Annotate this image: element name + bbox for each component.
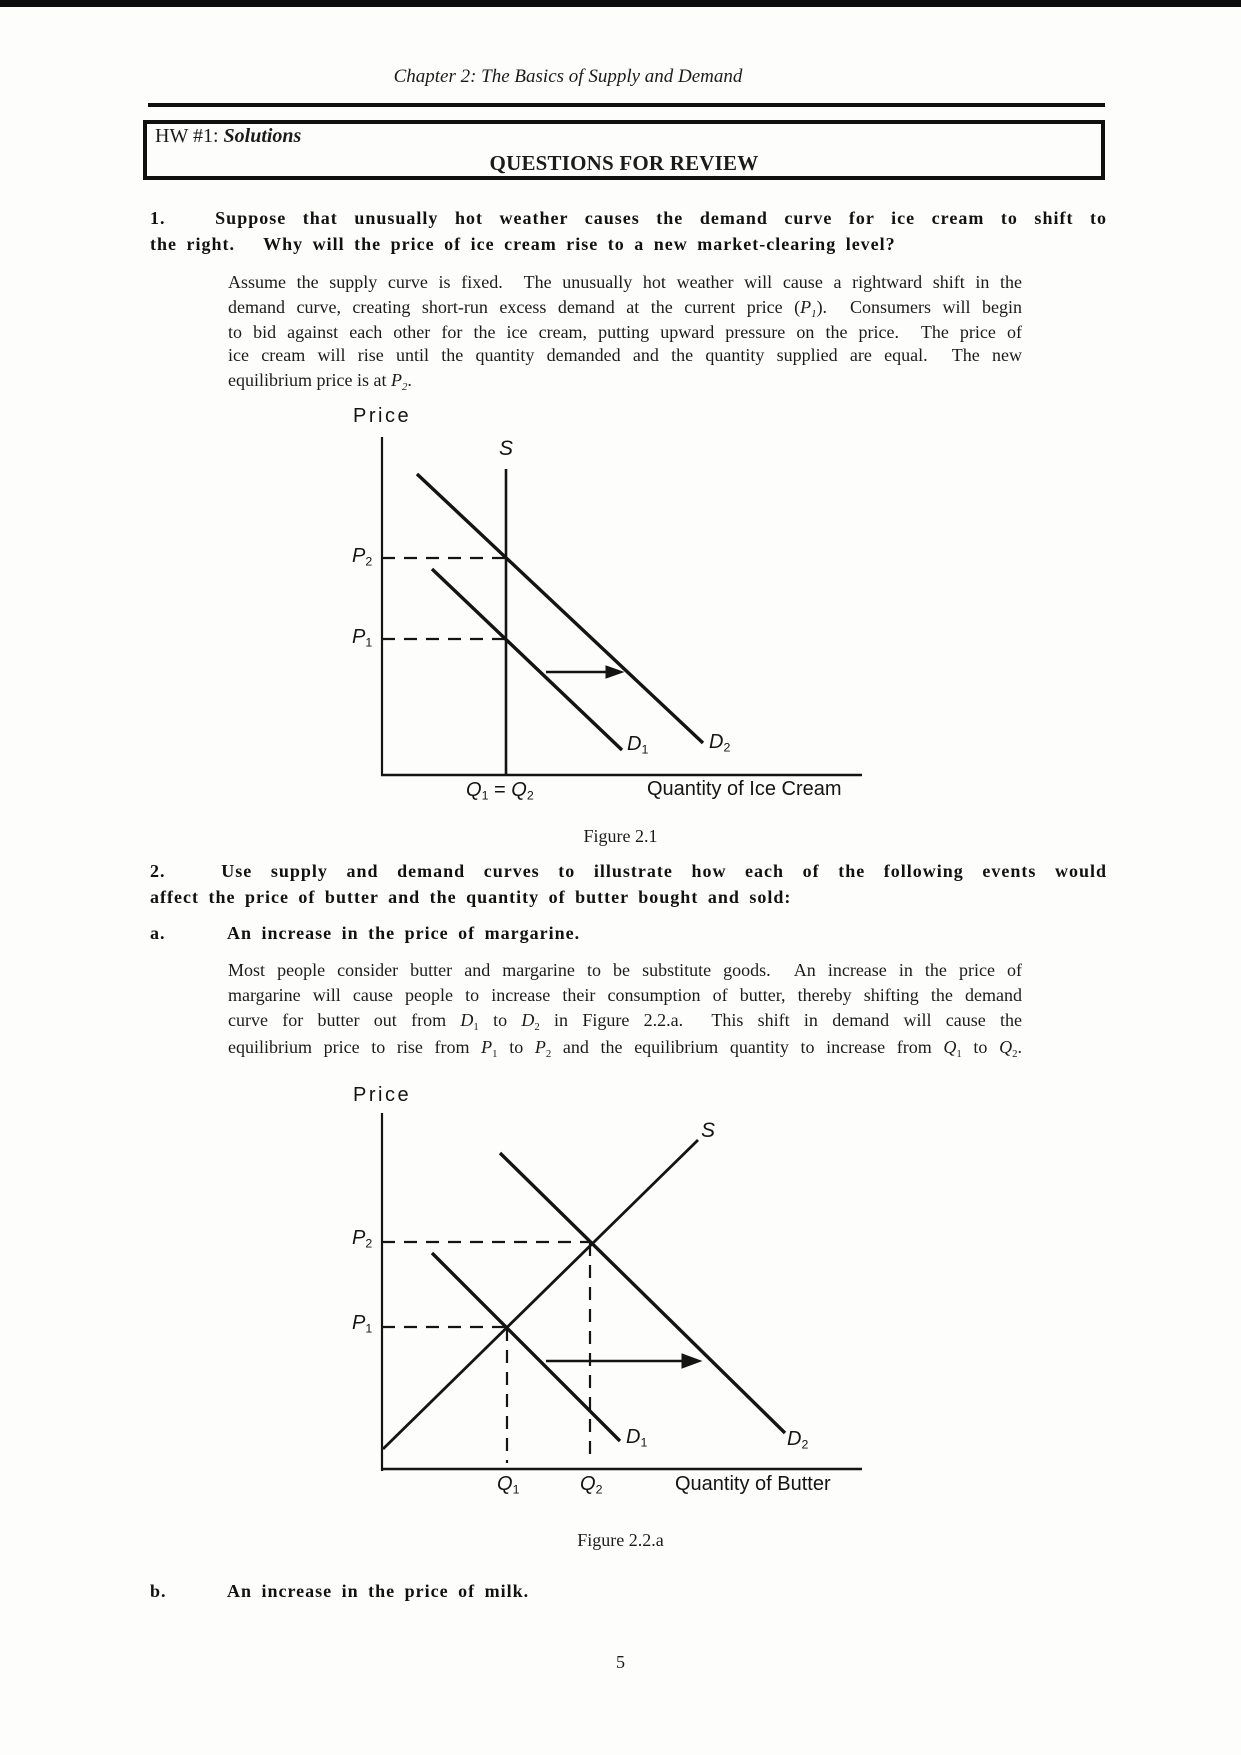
header-rule xyxy=(148,103,1105,107)
answer-2a-line: margarine will cause people to increase their consumption of butter, thereby shifting the demand xyxy=(228,985,1022,1005)
scan-edge-artifact xyxy=(0,0,1241,7)
question-2-line-1: 2. Use supply and demand curves to illustrate how each of the following events would xyxy=(150,861,1107,881)
fig22a-q2-label: $Q_2$ xyxy=(580,1473,603,1497)
answer-2a-line: equilibrium price to rise from $P_1$ to $P_2$ and the equilibrium quantity to increase from $Q_1$ to $Q_2$. xyxy=(228,1037,1022,1060)
hw-solutions-box xyxy=(143,120,1105,180)
fig22a-quantity-axis-title: Quantity of Butter xyxy=(675,1473,831,1495)
demand-curve-d2 xyxy=(417,474,703,743)
questions-for-review-title: QUESTIONS FOR REVIEW xyxy=(489,151,759,175)
question-2a-letter: a. xyxy=(150,923,166,943)
figure-2-1-canvas xyxy=(330,395,890,815)
question-2b-heading: An increase in the price of milk. xyxy=(227,1581,530,1601)
answer-1-line: Assume the supply curve is fixed. The unusually hot weather will cause a rightward shift in the xyxy=(228,272,1022,292)
answer-1-line: to bid against each other for the ice cream, putting upward pressure on the price. The price of xyxy=(228,322,1022,342)
demand-curve-d1 xyxy=(432,1253,620,1441)
question-2-line-2: affect the price of butter and the quantity of butter bought and sold: xyxy=(150,887,792,907)
figure-2-2a-caption: Figure 2.2.a xyxy=(577,1530,664,1550)
fig21-d1-label: $D_1$ xyxy=(627,733,649,757)
answer-1-line: demand curve, creating short-run excess demand at the current price $(P_1)$. Consumers will begin xyxy=(228,297,1022,320)
page-header: Chapter 2: The Basics of Supply and Demand xyxy=(393,66,743,87)
question-1-line-1: 1. Suppose that unusually hot weather causes the demand curve for ice cream to shift to xyxy=(150,208,1107,228)
question-2b-letter: b. xyxy=(150,1581,167,1601)
demand-shift-arrowhead xyxy=(606,666,623,678)
fig22a-price-axis-title: Price xyxy=(353,1084,412,1106)
fig22a-p2-label: $P_2$ xyxy=(352,1227,373,1251)
fig22a-p1-label: $P_1$ xyxy=(352,1312,373,1336)
fig22a-q1-label: $Q_1$ xyxy=(497,1473,520,1497)
fig21-d2-label: $D_2$ xyxy=(709,731,731,755)
figure-2-2a-canvas xyxy=(330,1080,890,1520)
demand-shift-arrowhead xyxy=(682,1354,701,1368)
fig22a-supply-label: S xyxy=(701,1119,716,1142)
hw-label xyxy=(155,125,301,148)
figure-2-1-caption: Figure 2.1 xyxy=(583,826,658,846)
answer-2a-line: Most people consider butter and margarine to be substitute goods. An increase in the price of xyxy=(228,960,1022,980)
fig21-price-axis-title: Price xyxy=(353,405,412,427)
answer-2a-line: curve for butter out from $D_1$ to $D_2$ in Figure 2.2.a. This shift in demand will cause the xyxy=(228,1010,1023,1033)
demand-curve-d1 xyxy=(432,569,622,750)
answer-1-line: equilibrium price is at $P_2$. xyxy=(228,370,412,393)
question-2a-heading: An increase in the price of margarine. xyxy=(227,923,581,943)
fig21-quantity-axis-title: Quantity of Ice Cream xyxy=(647,778,842,800)
fig22a-d1-label: $D_1$ xyxy=(626,1426,648,1450)
fig21-p2-label: $P_2$ xyxy=(352,545,373,569)
fig21-p1-label: $P_1$ xyxy=(352,626,373,650)
hw-label-prefix: HW #1: xyxy=(155,125,224,147)
question-1-line-2: the right. Why will the price of ice cream rise to a new market-clearing level? xyxy=(150,234,896,254)
fig21-q1-equals-q2-label: $Q_1 = Q_2$ xyxy=(466,779,534,803)
fig21-supply-label: S xyxy=(499,437,514,460)
answer-1-line: ice cream will rise until the quantity demanded and the quantity supplied are equal. The new xyxy=(228,345,1022,365)
page-number: 5 xyxy=(616,1652,625,1672)
hw-label-solutions: Solutions xyxy=(223,125,302,147)
supply-curve xyxy=(383,1140,698,1449)
fig22a-d2-label: $D_2$ xyxy=(787,1428,809,1452)
